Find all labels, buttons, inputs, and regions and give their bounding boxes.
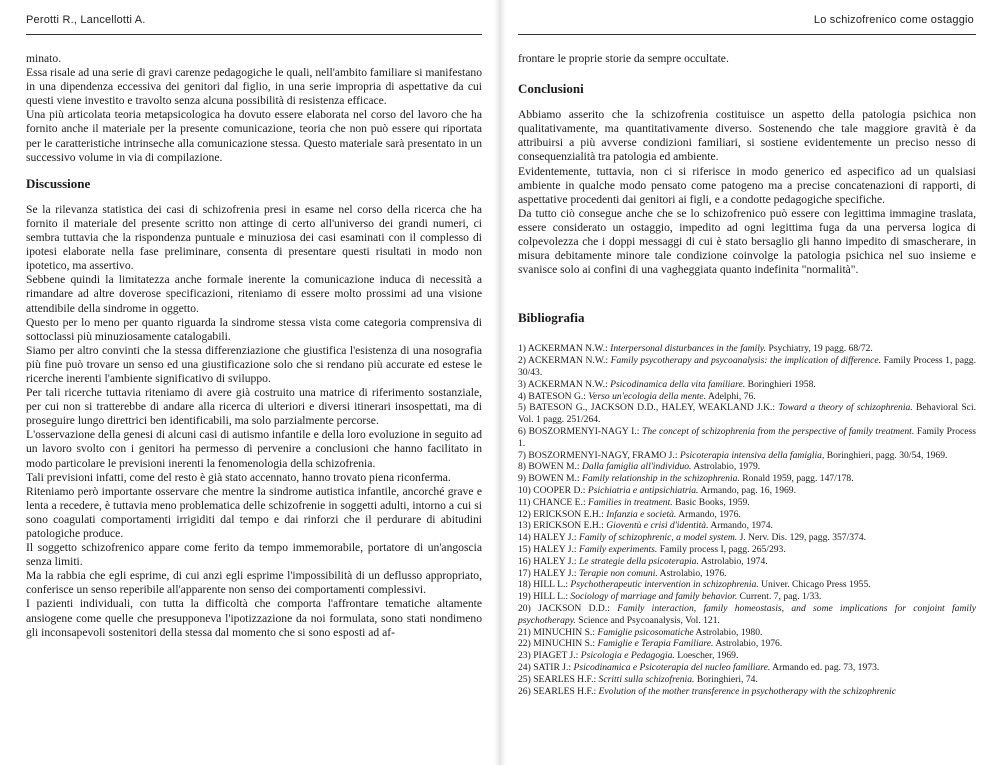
entry-title: Dalla famiglia all'individuo.	[581, 461, 692, 473]
entry-number: 21)	[518, 626, 531, 638]
entry-title: Evolution of the mother transference in psychotherapy with the schizophrenic	[598, 685, 896, 697]
bibliography-entry	[518, 520, 976, 532]
entry-publication: Family Process 1.	[518, 425, 976, 449]
bibliography-entry	[518, 355, 976, 379]
entry-author: ERICKSON E.H.:	[533, 508, 604, 520]
body-paragraph: Da tutto ciò consegue anche che se lo schizofrenico può essere con legittima immagine traslata, essere considerato un ostaggio, impedito ad ogni legittima fuga da una perversa logica di colpevolezza che i doppi messaggi di cui è stato bersaglio gli hanno impedito di smascherare, in misura debitamente minore tale condizione coinvolge la patologia psichica nel suo insieme e svanisce solo ai confini di una vagheggiata quanto indefinita "normalità".	[518, 206, 976, 277]
section-heading-bibliografia: Bibliografia	[518, 310, 585, 326]
entry-publication: Armando, 1974.	[710, 520, 773, 532]
entry-publication: Current. 7, pag. 1/33.	[739, 591, 822, 603]
entry-number: 13)	[518, 520, 531, 532]
bibliography-entry	[518, 450, 976, 462]
body-paragraph: Essa risale ad una serie di gravi carenze pedagogiche le quali, nell'ambito familiare si manifestano in una dipendenza eccessiva dei genitori dal figlio, in una serie impropria di aspettative da cui questi viene investito e travolto senza alcuna possibilità di resistenza efficace.	[26, 66, 482, 108]
entry-title: Psichiatria e antipsichiatria.	[587, 484, 699, 496]
body-paragraph: L'osservazione della genesi di alcuni casi di autismo infantile e della loro evoluzione in seguito ad un lavoro svolto con i genitori ha permesso di pervenire a conclusioni che hanno facilitato in modo particolare le previsioni inerenti la fenomenologia della schizofrenia.	[26, 428, 482, 470]
entry-publication: Univer. Chicago Press 1955.	[761, 579, 871, 591]
body-paragraph: Se la rilevanza statistica dei casi di schizofrenia presi in esame nel corso della ricerca che ha fornito il materiale del presente scritto non attinge di certo all'universo dei grandi numeri, ci sembra tuttavia che la rispondenza puntuale e minuziosa dei casi esaminati con il complesso di ipotesi elaborate nella fase preliminare, consenta di presentare questi risultati in modo non ipotetico, ma assertivo.	[26, 202, 482, 273]
entry-publication: Boringhieri 1958.	[747, 378, 816, 390]
entry-publication: Adelphi, 76.	[707, 390, 756, 402]
entry-number: 3)	[518, 378, 526, 390]
entry-publication: Astrolabio, 1980.	[695, 626, 763, 638]
bibliography-entry	[518, 343, 976, 355]
entry-author: BOWEN M.:	[528, 461, 580, 473]
entry-number: 10)	[518, 484, 531, 496]
header-rule	[26, 34, 482, 35]
bibliography-entry	[518, 544, 976, 556]
entry-number: 16)	[518, 555, 531, 567]
entry-title: Psicodinamica della vita familiare.	[610, 378, 746, 390]
entry-author: ERICKSON E.H.:	[533, 520, 604, 532]
running-head-title: Lo schizofrenico come ostaggio	[813, 14, 974, 26]
entry-number: 5)	[518, 402, 526, 414]
bibliography-entry	[518, 568, 976, 580]
entry-title: Infanzia e società.	[606, 508, 677, 520]
entry-author: HILL L.:	[533, 579, 569, 591]
entry-publication: Boringhieri, 74.	[696, 673, 758, 685]
entry-title: Family psycotherapy and psycoanalysis: the implication of difference.	[610, 355, 882, 367]
header-rule	[518, 34, 976, 35]
right-page	[500, 0, 1000, 765]
bibliography-entry	[518, 379, 976, 391]
entry-number: 17)	[518, 567, 531, 579]
entry-number: 2)	[518, 355, 526, 367]
entry-author: ACKERMAN N.W.:	[527, 343, 608, 355]
entry-author: MINUCHIN S.:	[533, 638, 596, 650]
entry-author: BATESON G., JACKSON D.D., HALEY, WEAKLAND J.K.:	[529, 402, 776, 414]
running-head-authors: Perotti R., Lancellotti A.	[26, 14, 146, 26]
body-paragraph: Tali previsioni infatti, come del resto è già stato accennato, hanno trovato piena riconferma.	[26, 470, 451, 484]
entry-number: 23)	[518, 650, 531, 662]
continuation-line: frontare le proprie storie da sempre occultate.	[518, 52, 729, 65]
body-paragraph: Abbiamo asserito che la schizofrenia costituisce un aspetto della patologia psichica non qualitativamente, ma quantitativamente diverso. Sostenendo che tale maggiore gravità è da attribuirsi a più avverse condizioni familiari, si sostiene evidentemente un preciso nesso di consequenzialità tra patologia ed ambiente.	[518, 108, 976, 164]
entry-publication: J. Nerv. Dis. 129, pagg. 357/374.	[739, 532, 867, 544]
entry-number: 24)	[518, 661, 531, 673]
entry-publication: Boringhieri, pagg. 30/54, 1969.	[826, 449, 948, 461]
entry-number: 4)	[518, 390, 526, 402]
entry-author: ACKERMAN N.W.:	[528, 355, 609, 367]
entry-title: Psicodinamica e Psicoterapia del nucleo familiare.	[573, 661, 771, 673]
entry-author: SEARLES H.F.:	[533, 673, 597, 685]
entry-author: PIAGET J.:	[533, 650, 579, 662]
entry-title: Family experiments.	[578, 543, 658, 555]
entry-publication: Astrolabio, 1976.	[659, 567, 727, 579]
body-paragraph: Sebbene quindi la limitatezza anche formale inerente la comunicazione induca di necessità a rimandare ad altre doverose specificazioni, riteniamo di essere molto prossimi ad una visione attendibile della sindrome in oggetto.	[26, 273, 482, 315]
entry-publication: Ronald 1959, pagg. 147/178.	[742, 473, 854, 485]
bibliography-list	[518, 343, 976, 697]
entry-title: Family interaction, family homeostasis, and some implications for conjoint family psychotherapy.	[518, 602, 976, 626]
entry-publication: Astrolabio, 1976.	[715, 638, 783, 650]
entry-title: Psychotherapeutic intervention in schizophrenia.	[570, 579, 759, 591]
entry-number: 14)	[518, 532, 531, 544]
entry-number: 18)	[518, 579, 531, 591]
entry-title: Gioventù e crisi d'identità.	[606, 520, 709, 532]
entry-author: HALEY J.:	[533, 555, 577, 567]
body-paragraph: I pazienti individuali, con tutta la difficoltà che comporta l'affrontare tematiche altamente ansiogene come quelle che presupponeva l'ipotizzazione da noi formulata, sono stati nondimeno gli inconsapevoli sostenitori della stessa dal momento che si sono esposti ad af-	[26, 597, 482, 639]
entry-title: Famiglie e Terapia Familiare.	[597, 638, 714, 650]
bibliography-entry	[518, 509, 976, 521]
bibliography-entry	[518, 461, 976, 473]
entry-publication: Astrolabio, 1979.	[693, 461, 761, 473]
right-body-text	[518, 52, 976, 697]
entry-title: Sociology of marriage and family behavior.	[570, 591, 738, 603]
entry-number: 12)	[518, 508, 531, 520]
entry-number: 6)	[518, 425, 526, 437]
body-paragraph: Il soggetto schizofrenico appare come ferito da tempo immemorabile, portatore di un'angoscia senza limiti.	[26, 541, 482, 569]
entry-number: 22)	[518, 638, 531, 650]
bibliography-entry	[518, 627, 976, 639]
entry-title: Psicologia e Pedagogia.	[580, 650, 675, 662]
entry-title: Interpersonal disturbances in the family.	[610, 343, 767, 355]
entry-author: BOSZORMENYI-NAGY, FRAMO J.:	[528, 449, 678, 461]
bibliography-entry	[518, 591, 976, 603]
entry-publication: Armando ed. pag. 73, 1973.	[772, 661, 880, 673]
entry-publication: Basic Books, 1959.	[675, 496, 750, 508]
entry-publication: Psychiatry, 19 pagg. 68/72.	[768, 343, 873, 355]
body-paragraph: Ma la rabbia che egli esprime, di cui anzi egli esprime l'impossibilità di un deflusso appropriato, conferisce un senso reperibile all'apparente non senso dei comportamenti complessivi.	[26, 569, 482, 597]
body-paragraph: Per tali ricerche tuttavia riteniamo di avere già costruito una matrice di riferimento sostanziale, per cui non si tratterebbe di andare alla ricerca di ulteriori e diversi itinerari insospettati, ma di proseguire lungo direttrici ben identificabili, ma solo parzialmente percorse.	[26, 386, 482, 428]
body-paragraph: Riteniamo però importante osservare che mentre la sindrome autistica infantile, ancorché grave e lenta a recedere, è tuttavia meno problematica delle schizofrenie in soggetti adulti, intorno a cui si sono coagulati comportamenti irrigiditi dal tempo e dai rinforzi che il perdurare di abitudini patologiche produce.	[26, 484, 482, 540]
entry-author: BATESON G.:	[528, 390, 586, 402]
entry-publication: Armando, 1976.	[678, 508, 741, 520]
entry-author: COOPER D.:	[533, 484, 586, 496]
body-paragraph: Siamo per altro convinti che la stessa differenziazione che giustifica l'esistenza di una nosografia più fine può trovare un senso ed una giustificazione solo che si rendano più accurate ed estese le ricerche inerenti l'ambiente significativo di sviluppo.	[26, 343, 482, 385]
entry-author: HILL L.:	[533, 591, 569, 603]
entry-number: 26)	[518, 685, 531, 697]
entry-author: ACKERMAN N.W.:	[527, 378, 608, 390]
entry-number: 15)	[518, 543, 531, 555]
entry-title: Psicoterapia intensiva della famiglia,	[679, 449, 825, 461]
entry-title: Verso un'ecologia della mente.	[588, 390, 707, 402]
bibliography-entry	[518, 556, 976, 568]
body-paragraph: minato.	[26, 52, 62, 65]
body-paragraph: Evidentemente, tuttavia, non ci si riferisce in modo generico ed aspecifico ad un qualsiasi ambiente in qualche modo pensato come patogeno ma a precise concatenazioni di rapporti, di aspettative procedenti dai genitori ai figli, e a condotte pedagogiche specifiche.	[518, 164, 976, 206]
bibliography-entry	[518, 638, 976, 650]
bibliography-entry	[518, 532, 976, 544]
entry-title: Families in treatment.	[588, 496, 673, 508]
discussion-section	[26, 203, 482, 640]
bibliography-entry	[518, 402, 976, 426]
entry-title: Terapie non comuni.	[578, 567, 658, 579]
bibliography-entry	[518, 497, 976, 509]
entry-title: Scritti sulla schizofrenia.	[598, 673, 695, 685]
left-body-text	[26, 52, 482, 640]
entry-publication: Family process I, pagg. 265/293.	[659, 543, 786, 555]
body-paragraph: Una più articolata teoria metapsicologica ha dovuto essere elaborata nel corso del lavoro che ha fornito anche il materiale per la presente comunicazione, teoria che non può essere qui riportata per le caratteristiche intrinseche alla comunicazione stessa. Questo materiale sarà presentato in un successivo volume in via di compilazione.	[26, 108, 482, 164]
conclusions-section	[518, 108, 976, 277]
entry-number: 11)	[518, 496, 531, 508]
entry-author: HALEY J.:	[533, 567, 577, 579]
entry-publication: Astrolabio, 1974.	[700, 555, 768, 567]
entry-number: 8)	[518, 461, 526, 473]
bibliography-entry	[518, 686, 976, 698]
entry-publication: Science and Psycoanalysis, Vol. 121.	[578, 614, 720, 626]
entry-author: MINUCHIN S.:	[533, 626, 596, 638]
bibliography-entry	[518, 603, 976, 627]
entry-author: HALEY J.:	[533, 532, 577, 544]
entry-author: HALEY J.:	[533, 543, 577, 555]
intro-section	[26, 52, 482, 165]
bibliography-entry	[518, 485, 976, 497]
bibliography-entry	[518, 426, 976, 450]
entry-author: BOWEN M.:	[528, 473, 580, 485]
entry-number: 9)	[518, 473, 526, 485]
bibliography-entry	[518, 674, 976, 686]
section-heading-discussione: Discussione	[26, 175, 91, 191]
bibliography-entry	[518, 391, 976, 403]
entry-author: SATIR J.:	[533, 661, 572, 673]
bibliography-entry	[518, 662, 976, 674]
entry-author: SEARLES H.F.:	[533, 685, 597, 697]
bibliography-entry	[518, 473, 976, 485]
entry-title: The concept of schizophrenia from the perspective of family treatment.	[642, 425, 915, 437]
entry-title: Le strategie della psicoterapia.	[578, 555, 699, 567]
entry-title: Famiglie psicosomatiche	[597, 626, 694, 638]
entry-number: 7)	[518, 449, 526, 461]
entry-publication: Behavioral Sci. Vol. 1 pagg. 251/264.	[518, 402, 977, 426]
entry-publication: Loescher, 1969.	[677, 650, 739, 662]
bibliography-entry	[518, 650, 976, 662]
bibliography-entry	[518, 579, 976, 591]
entry-number: 19)	[518, 591, 531, 603]
entry-title: Family of schizophrenic, a model system.	[578, 532, 738, 544]
entry-title: Toward a theory of schizophrenia.	[778, 402, 913, 414]
entry-number: 1)	[518, 343, 526, 355]
body-paragraph: Questo per lo meno per quanto riguarda la sindrome stessa vista come categoria comprensiva di sottoclassi più minuziosamente catalogabili.	[26, 315, 482, 343]
entry-publication: Armando, pag. 16, 1969.	[700, 484, 796, 496]
entry-title: Family relationship in the schizophrenia.	[581, 473, 740, 485]
entry-author: JACKSON D.D.:	[538, 602, 610, 614]
entry-number: 25)	[518, 673, 531, 685]
section-heading-conclusioni: Conclusioni	[518, 81, 584, 97]
entry-author: CHANCE E.:	[532, 496, 586, 508]
entry-author: BOSZORMENYI-NAGY I.:	[528, 425, 640, 437]
entry-number: 20)	[518, 602, 531, 614]
entry-publication: Family Process 1, pagg. 30/43.	[518, 355, 976, 378]
